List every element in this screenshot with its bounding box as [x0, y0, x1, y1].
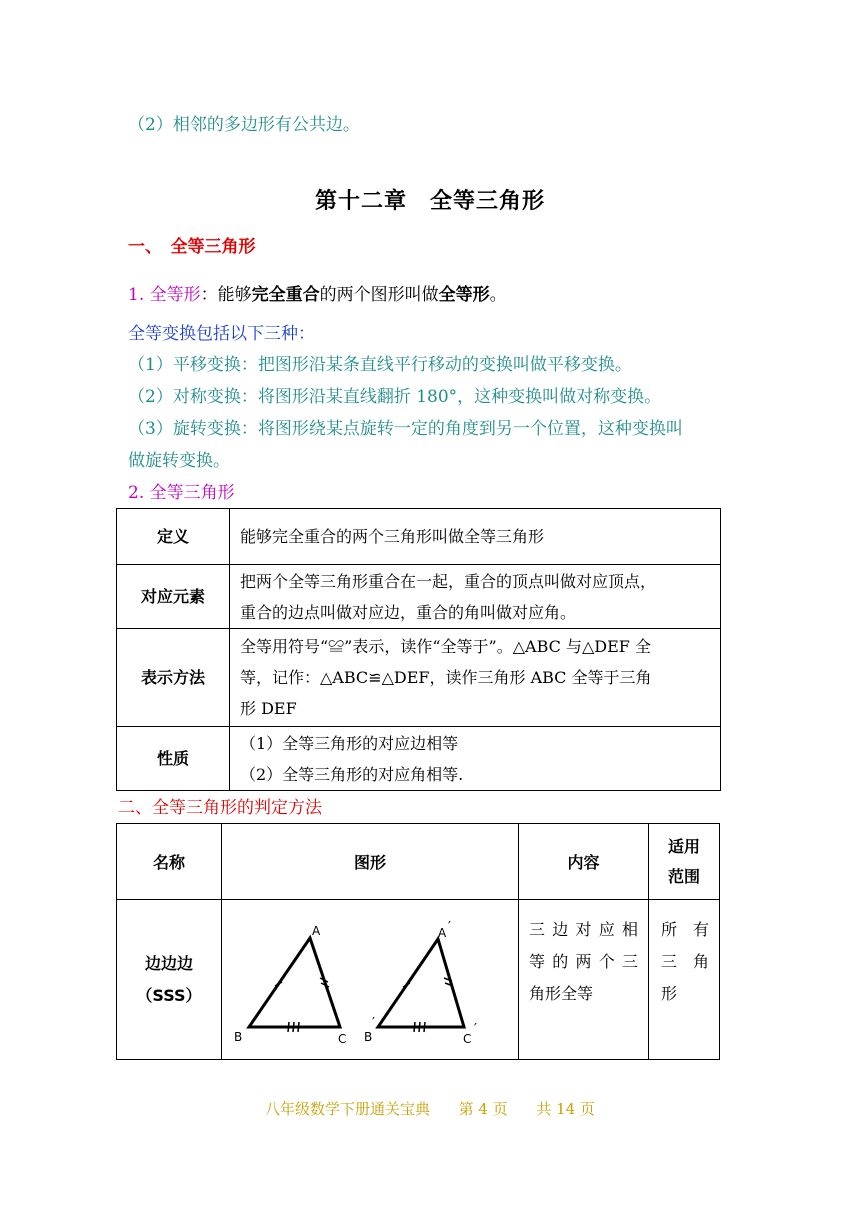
definition-congruent-figures [128, 284, 507, 306]
congruent-triangle-table [116, 508, 721, 791]
cell-line: 形 DEF [240, 699, 297, 718]
vertex-label-c: C [337, 1031, 347, 1046]
scope-line: 所 有 [660, 920, 709, 939]
item-1-mid: 的两个图形叫做 [319, 285, 439, 305]
table-row [117, 727, 721, 791]
item-2-label: 2. 全等三角形 [128, 483, 235, 503]
criteria-table [116, 823, 720, 1060]
page-footer [0, 1098, 860, 1119]
header-scope [648, 824, 719, 900]
table-row [117, 629, 721, 727]
transform-rotation-cont: 做旋转变换。 [128, 451, 230, 471]
triangle-a-prime-b-prime-c-prime [378, 939, 464, 1027]
triangle-abc [249, 938, 340, 1027]
section-2-heading: 二、全等三角形的判定方法 [118, 798, 322, 818]
row-content [230, 629, 721, 727]
tick-mark [424, 1022, 425, 1032]
vertex-label-b: B [233, 1029, 243, 1044]
tick-mark [288, 1022, 289, 1032]
prime-mark-b: ′ [371, 1015, 375, 1031]
item-1-label: 1. 全等形 [128, 285, 201, 305]
tick-mark [298, 1022, 299, 1032]
content-line: 等的两个三 [528, 952, 638, 971]
item-1-end: 。 [489, 285, 507, 305]
criterion-name [117, 900, 222, 1060]
item-1-colon: ：能够 [200, 285, 252, 305]
item-1-bold-2: 全等形 [438, 285, 490, 305]
cell-line: 等，记作：△ABC≌△DEF，读作三角形 ABC 全等于三角 [240, 668, 652, 687]
sss-triangles-figure [222, 901, 516, 1059]
content-line: 角形全等 [528, 984, 593, 1003]
footer-page-number: 第 4 页 [458, 1100, 508, 1118]
content-line: 三边对应相 [528, 920, 638, 939]
section-1-heading: 一、 全等三角形 [128, 237, 256, 257]
tick-mark [419, 1022, 420, 1032]
header-scope-line-2: 范围 [667, 866, 700, 886]
criterion-content [518, 900, 648, 1060]
header-name: 名称 [117, 824, 222, 900]
cell-line: （2）全等三角形的对应角相等. [240, 764, 464, 784]
row-content [230, 509, 721, 565]
cell-line: （1）全等三角形的对应边相等 [240, 733, 459, 753]
vertex-label-a: A [311, 923, 321, 938]
criterion-scope [648, 900, 719, 1060]
cell-line: 重合的边点叫做对应边，重合的角叫做对应角。 [240, 602, 577, 622]
cell-line: 把两个全等三角形重合在一起，重合的顶点叫做对应顶点， [240, 571, 657, 591]
scope-line: 形 [660, 984, 677, 1003]
row-header: 对应元素 [117, 565, 230, 629]
header-scope-line-1: 适用 [667, 836, 700, 856]
header-figure: 图形 [221, 824, 518, 900]
criterion-name-line-1: 边边边 [144, 953, 193, 973]
footer-total-pages: 共 14 页 [536, 1100, 595, 1118]
intro-line: （2）相邻的多边形有公共边。 [128, 115, 360, 135]
row-header: 定义 [117, 509, 230, 565]
footer-book-title: 八年级数学下册通关宝典 [265, 1100, 431, 1118]
chapter-title: 第十二章 全等三角形 [314, 188, 545, 214]
table-row [117, 509, 721, 565]
cell-line: 全等用符号“≌”表示，读作“全等于”。△ABC 与△DEF 全 [240, 637, 651, 656]
tick-mark [293, 1022, 294, 1032]
transform-translation: （1）平移变换：把图形沿某条直线平行移动的变换叫做平移变换。 [128, 355, 632, 375]
vertex-label-b-prime: B [363, 1029, 373, 1044]
transform-intro: 全等变换包括以下三种： [128, 324, 315, 344]
criterion-name-line-2: （SSS） [136, 985, 202, 1005]
row-content [230, 565, 721, 629]
row-content [230, 727, 721, 791]
table-header-row [117, 824, 720, 900]
transform-rotation: （3）旋转变换：将图形绕某点旋转一定的角度到另一个位置，这种变换叫 [128, 419, 683, 439]
item-1-bold-1: 完全重合 [251, 285, 320, 305]
scope-line: 三 角 [660, 952, 709, 971]
row-header: 性质 [117, 727, 230, 791]
prime-mark-a: ′ [447, 919, 451, 935]
table-row [117, 900, 720, 1060]
header-content: 内容 [518, 824, 648, 900]
vertex-label-a-prime: A [437, 925, 447, 940]
prime-mark-c: ′ [473, 1021, 477, 1037]
row-header: 表示方法 [117, 629, 230, 727]
table-row [117, 565, 721, 629]
tick-mark [414, 1022, 415, 1032]
cell-line: 能够完全重合的两个三角形叫做全等三角形 [240, 527, 545, 546]
transform-reflection: （2）对称变换：将图形沿某直线翻折 180°，这种变换叫做对称变换。 [128, 387, 662, 407]
vertex-label-c-prime: C [462, 1031, 472, 1046]
criterion-figure [221, 900, 518, 1060]
